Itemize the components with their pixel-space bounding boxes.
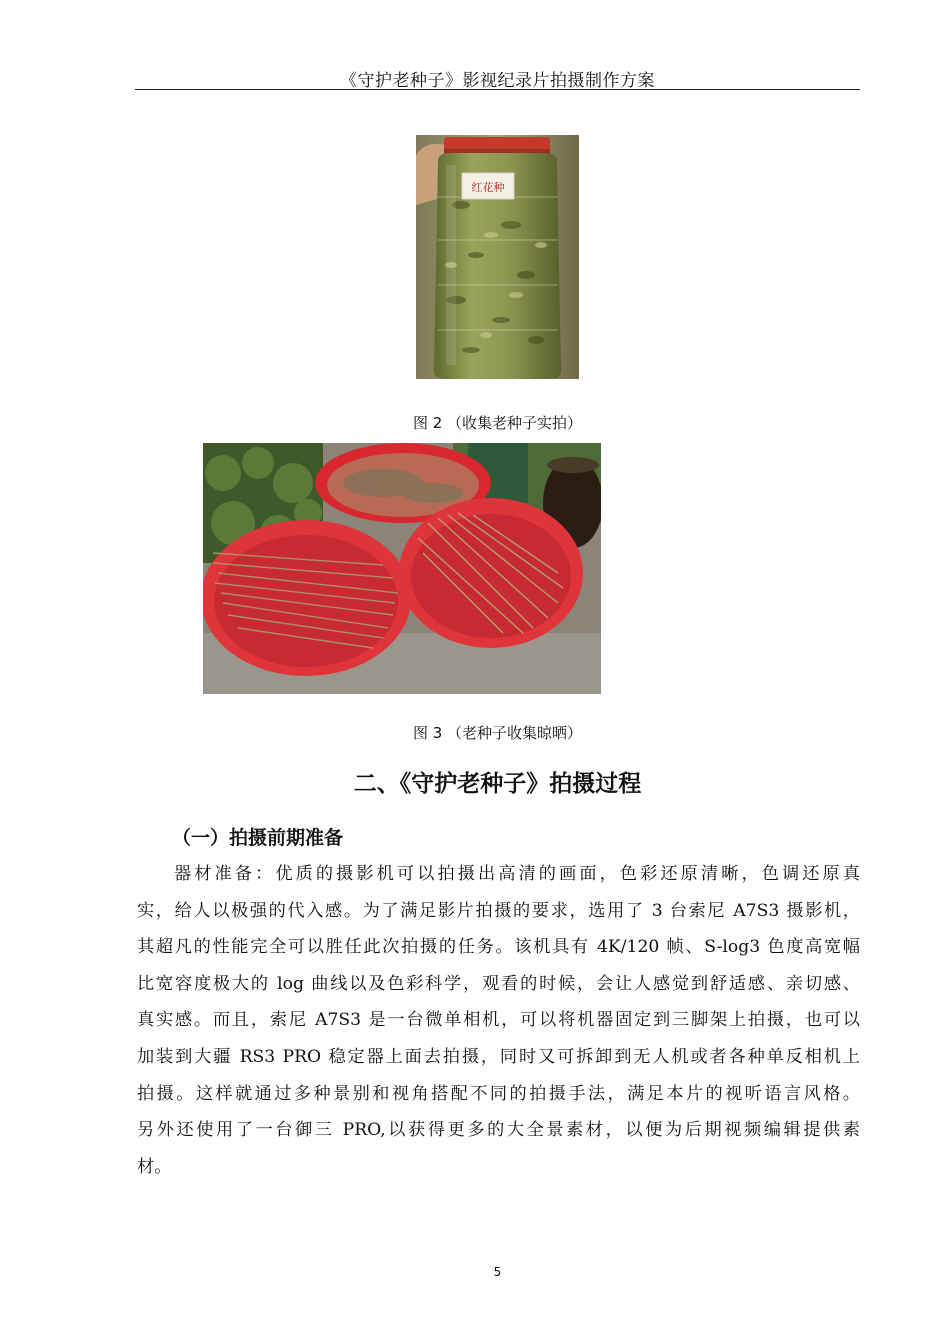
page-header-title: 《守护老种子》影视纪录片拍摄制作方案 bbox=[340, 71, 655, 91]
header-divider bbox=[135, 89, 860, 90]
paragraph-line: 真实感。而且，索尼 A7S3 是一台微单相机，可以将机器固定到三脚架上拍摄，也可以 bbox=[137, 1010, 860, 1031]
paragraph-line: 比宽容度极大的 log 曲线以及色彩科学，观看的时候，会让人感觉到舒适感、亲切感、 bbox=[137, 973, 860, 994]
figure-3-photo-drying-trays bbox=[203, 443, 601, 694]
body-paragraph bbox=[137, 856, 860, 1185]
jar-label-text: 红花种 bbox=[471, 181, 505, 194]
figure-2-caption: 图 2 （收集老种子实拍） bbox=[412, 414, 583, 432]
paragraph-line: 加装到大疆 RS3 PRO 稳定器上面去拍摄，同时又可拆卸到无人机或者各种单反相机上 bbox=[137, 1046, 860, 1067]
section-title: 二、《守护老种子》拍摄过程 bbox=[353, 771, 642, 797]
figure-2-photo-seed-jar bbox=[416, 135, 579, 379]
paragraph-line: 材。 bbox=[137, 1156, 172, 1177]
paragraph-line: 其超凡的性能完全可以胜任此次拍摄的任务。该机具有 4K/120 帧、S-log3 色度高宽幅 bbox=[137, 937, 860, 958]
paragraph-line: 拍摄。这样就通过多种景别和视角搭配不同的拍摄手法，满足本片的视听语言风格。 bbox=[137, 1083, 860, 1104]
paragraph-line: 另外还使用了一台御三 PRO,以获得更多的大全景素材，以便为后期视频编辑提供素 bbox=[137, 1120, 860, 1141]
subsection-title: （一）拍摄前期准备 bbox=[172, 827, 344, 849]
paragraph-line: 器材准备：优质的摄影机可以拍摄出高清的画面，色彩还原清晰，色调还原真 bbox=[174, 864, 860, 884]
paragraph-line: 实，给人以极强的代入感。为了满足影片拍摄的要求，选用了 3 台索尼 A7S3 摄影机， bbox=[137, 900, 860, 921]
page-number: 5 bbox=[493, 1265, 502, 1279]
figure-3-caption: 图 3 （老种子收集晾晒） bbox=[412, 724, 583, 742]
